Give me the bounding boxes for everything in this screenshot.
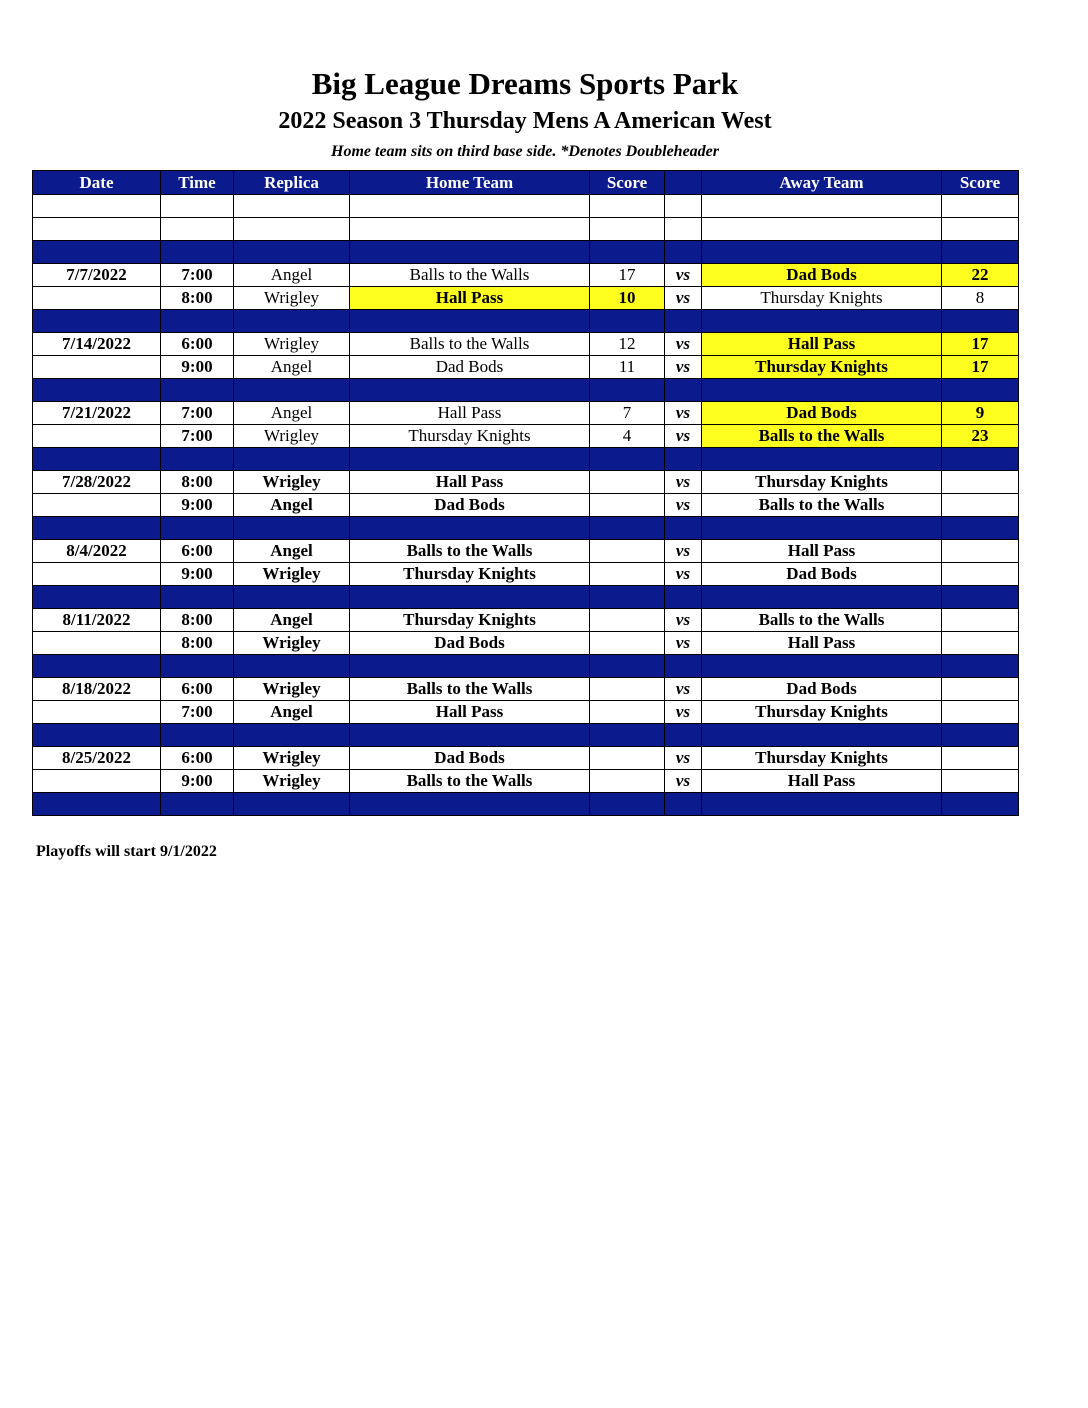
empty-cell [234, 724, 350, 747]
game-row [33, 563, 1019, 586]
empty-cell [665, 655, 702, 678]
away-score [942, 701, 1019, 724]
home-score [590, 770, 665, 793]
empty-cell [590, 586, 665, 609]
empty-cell [665, 241, 702, 264]
game-row [33, 701, 1019, 724]
home-score [590, 701, 665, 724]
home-score [590, 747, 665, 770]
away-team: Balls to the Walls [702, 609, 942, 632]
empty-cell [234, 448, 350, 471]
header-away-score: Score [942, 171, 1019, 195]
game-row [33, 356, 1019, 379]
game-date: 8/18/2022 [33, 678, 161, 701]
game-field: Wrigley [234, 632, 350, 655]
empty-cell [590, 724, 665, 747]
empty-cell [161, 310, 234, 333]
home-score: 4 [590, 425, 665, 448]
empty-cell [590, 218, 665, 241]
empty-cell [350, 724, 590, 747]
empty-cell [942, 724, 1019, 747]
separator-row [33, 793, 1019, 816]
empty-cell [33, 195, 161, 218]
home-score [590, 563, 665, 586]
header-away-team: Away Team [702, 171, 942, 195]
header-vs [665, 171, 702, 195]
away-score: 23 [942, 425, 1019, 448]
header-replica: Replica [234, 171, 350, 195]
page-title: Big League Dreams Sports Park [311, 66, 739, 101]
separator-row [33, 655, 1019, 678]
empty-cell [33, 793, 161, 816]
vs-label: vs [665, 747, 702, 770]
game-date [33, 701, 161, 724]
game-field: Wrigley [234, 770, 350, 793]
game-date: 7/14/2022 [33, 333, 161, 356]
empty-cell [702, 793, 942, 816]
blank-row [33, 218, 1019, 241]
game-time: 7:00 [161, 701, 234, 724]
empty-cell [33, 310, 161, 333]
game-row [33, 540, 1019, 563]
game-time: 7:00 [161, 402, 234, 425]
game-date [33, 356, 161, 379]
game-time: 9:00 [161, 563, 234, 586]
game-field: Angel [234, 540, 350, 563]
empty-cell [942, 655, 1019, 678]
empty-cell [234, 517, 350, 540]
empty-cell [942, 241, 1019, 264]
game-date [33, 770, 161, 793]
vs-label: vs [665, 563, 702, 586]
away-score: 8 [942, 287, 1019, 310]
home-score: 17 [590, 264, 665, 287]
vs-label: vs [665, 402, 702, 425]
empty-cell [942, 517, 1019, 540]
empty-cell [665, 448, 702, 471]
game-row [33, 471, 1019, 494]
empty-cell [702, 448, 942, 471]
empty-cell [702, 724, 942, 747]
away-score [942, 747, 1019, 770]
empty-cell [161, 517, 234, 540]
empty-cell [350, 195, 590, 218]
vs-label: vs [665, 494, 702, 517]
separator-row [33, 586, 1019, 609]
home-score [590, 609, 665, 632]
empty-cell [702, 241, 942, 264]
game-row [33, 402, 1019, 425]
game-row [33, 425, 1019, 448]
game-field: Wrigley [234, 287, 350, 310]
away-team: Hall Pass [702, 632, 942, 655]
game-time: 9:00 [161, 770, 234, 793]
home-team: Hall Pass [350, 701, 590, 724]
playoffs-note: Playoffs will start 9/1/2022 [36, 843, 217, 860]
empty-cell [234, 586, 350, 609]
home-team: Thursday Knights [350, 425, 590, 448]
home-team: Hall Pass [350, 287, 590, 310]
empty-cell [942, 195, 1019, 218]
empty-cell [161, 655, 234, 678]
empty-cell [665, 517, 702, 540]
header-time: Time [161, 171, 234, 195]
vs-label: vs [665, 333, 702, 356]
home-team: Dad Bods [350, 494, 590, 517]
game-field: Wrigley [234, 425, 350, 448]
empty-cell [702, 655, 942, 678]
game-date [33, 563, 161, 586]
game-row [33, 609, 1019, 632]
empty-cell [33, 586, 161, 609]
empty-cell [234, 195, 350, 218]
home-team: Balls to the Walls [350, 333, 590, 356]
empty-cell [702, 379, 942, 402]
empty-cell [350, 793, 590, 816]
separator-row [33, 379, 1019, 402]
empty-cell [665, 379, 702, 402]
away-score: 17 [942, 356, 1019, 379]
empty-cell [942, 218, 1019, 241]
vs-label: vs [665, 287, 702, 310]
empty-cell [234, 310, 350, 333]
game-date [33, 494, 161, 517]
away-score [942, 678, 1019, 701]
header-home-score: Score [590, 171, 665, 195]
empty-cell [942, 448, 1019, 471]
game-row [33, 494, 1019, 517]
home-team: Balls to the Walls [350, 678, 590, 701]
empty-cell [33, 241, 161, 264]
schedule-body [33, 195, 1019, 816]
game-date: 8/4/2022 [33, 540, 161, 563]
game-time: 9:00 [161, 494, 234, 517]
empty-cell [665, 195, 702, 218]
empty-cell [350, 310, 590, 333]
home-score [590, 540, 665, 563]
home-team: Thursday Knights [350, 609, 590, 632]
away-score: 22 [942, 264, 1019, 287]
vs-label: vs [665, 471, 702, 494]
header-date: Date [33, 171, 161, 195]
empty-cell [33, 655, 161, 678]
game-time: 7:00 [161, 264, 234, 287]
game-field: Wrigley [234, 747, 350, 770]
away-score [942, 563, 1019, 586]
empty-cell [942, 793, 1019, 816]
game-time: 6:00 [161, 747, 234, 770]
empty-cell [590, 310, 665, 333]
vs-label: vs [665, 425, 702, 448]
empty-cell [590, 517, 665, 540]
game-date [33, 632, 161, 655]
game-time: 6:00 [161, 678, 234, 701]
game-field: Angel [234, 356, 350, 379]
empty-cell [161, 586, 234, 609]
empty-cell [665, 586, 702, 609]
game-row [33, 287, 1019, 310]
empty-cell [702, 310, 942, 333]
empty-cell [942, 586, 1019, 609]
empty-cell [234, 655, 350, 678]
empty-cell [590, 241, 665, 264]
vs-label: vs [665, 770, 702, 793]
empty-cell [234, 218, 350, 241]
empty-cell [350, 586, 590, 609]
game-field: Angel [234, 701, 350, 724]
separator-row [33, 241, 1019, 264]
home-score: 10 [590, 287, 665, 310]
away-team: Thursday Knights [702, 471, 942, 494]
game-date: 7/21/2022 [33, 402, 161, 425]
empty-cell [702, 218, 942, 241]
separator-row [33, 448, 1019, 471]
vs-label: vs [665, 632, 702, 655]
home-team: Hall Pass [350, 471, 590, 494]
home-score: 12 [590, 333, 665, 356]
empty-cell [702, 517, 942, 540]
away-team: Hall Pass [702, 770, 942, 793]
away-team: Balls to the Walls [702, 494, 942, 517]
vs-label: vs [665, 264, 702, 287]
empty-cell [590, 448, 665, 471]
home-team: Thursday Knights [350, 563, 590, 586]
away-team: Hall Pass [702, 540, 942, 563]
empty-cell [161, 195, 234, 218]
game-row [33, 770, 1019, 793]
away-score [942, 609, 1019, 632]
empty-cell [161, 448, 234, 471]
game-date [33, 287, 161, 310]
blank-row [33, 195, 1019, 218]
home-score: 11 [590, 356, 665, 379]
empty-cell [33, 379, 161, 402]
away-score [942, 770, 1019, 793]
game-field: Angel [234, 402, 350, 425]
game-date: 7/28/2022 [33, 471, 161, 494]
game-field: Angel [234, 264, 350, 287]
empty-cell [350, 448, 590, 471]
away-score [942, 471, 1019, 494]
empty-cell [33, 517, 161, 540]
schedule-note: Home team sits on third base side. *Denotes Doubleheader [331, 143, 719, 160]
game-time: 7:00 [161, 425, 234, 448]
empty-cell [33, 448, 161, 471]
away-team: Dad Bods [702, 264, 942, 287]
empty-cell [590, 195, 665, 218]
empty-cell [942, 379, 1019, 402]
empty-cell [161, 218, 234, 241]
away-team: Balls to the Walls [702, 425, 942, 448]
empty-cell [161, 379, 234, 402]
game-row [33, 678, 1019, 701]
game-time: 8:00 [161, 609, 234, 632]
game-time: 9:00 [161, 356, 234, 379]
home-score [590, 678, 665, 701]
page-subtitle: 2022 Season 3 Thursday Mens A American West [278, 108, 772, 134]
game-row [33, 264, 1019, 287]
home-team: Balls to the Walls [350, 540, 590, 563]
empty-cell [665, 218, 702, 241]
empty-cell [665, 793, 702, 816]
game-row [33, 632, 1019, 655]
schedule-table [32, 170, 1019, 816]
game-field: Angel [234, 609, 350, 632]
away-team: Thursday Knights [702, 356, 942, 379]
empty-cell [161, 793, 234, 816]
game-field: Wrigley [234, 471, 350, 494]
away-team: Thursday Knights [702, 701, 942, 724]
game-time: 6:00 [161, 540, 234, 563]
empty-cell [590, 379, 665, 402]
empty-cell [350, 218, 590, 241]
empty-cell [350, 655, 590, 678]
away-team: Hall Pass [702, 333, 942, 356]
away-score [942, 632, 1019, 655]
empty-cell [234, 793, 350, 816]
home-score [590, 632, 665, 655]
home-team: Dad Bods [350, 356, 590, 379]
away-team: Dad Bods [702, 563, 942, 586]
empty-cell [33, 218, 161, 241]
game-time: 6:00 [161, 333, 234, 356]
game-time: 8:00 [161, 287, 234, 310]
header-home-team: Home Team [350, 171, 590, 195]
home-team: Balls to the Walls [350, 264, 590, 287]
empty-cell [665, 310, 702, 333]
game-time: 8:00 [161, 632, 234, 655]
away-score [942, 540, 1019, 563]
game-field: Wrigley [234, 678, 350, 701]
empty-cell [590, 655, 665, 678]
empty-cell [350, 379, 590, 402]
home-team: Dad Bods [350, 747, 590, 770]
game-row [33, 747, 1019, 770]
empty-cell [665, 724, 702, 747]
home-score [590, 494, 665, 517]
separator-row [33, 517, 1019, 540]
vs-label: vs [665, 356, 702, 379]
away-score: 9 [942, 402, 1019, 425]
home-team: Balls to the Walls [350, 770, 590, 793]
separator-row [33, 724, 1019, 747]
away-team: Thursday Knights [702, 287, 942, 310]
game-row [33, 333, 1019, 356]
vs-label: vs [665, 701, 702, 724]
game-field: Angel [234, 494, 350, 517]
game-time: 8:00 [161, 471, 234, 494]
empty-cell [702, 586, 942, 609]
empty-cell [350, 241, 590, 264]
away-team: Dad Bods [702, 402, 942, 425]
away-score: 17 [942, 333, 1019, 356]
empty-cell [702, 195, 942, 218]
home-score [590, 471, 665, 494]
game-date: 7/7/2022 [33, 264, 161, 287]
game-date [33, 425, 161, 448]
home-score: 7 [590, 402, 665, 425]
empty-cell [942, 310, 1019, 333]
vs-label: vs [665, 540, 702, 563]
empty-cell [234, 379, 350, 402]
empty-cell [33, 724, 161, 747]
game-date: 8/25/2022 [33, 747, 161, 770]
empty-cell [161, 724, 234, 747]
away-team: Thursday Knights [702, 747, 942, 770]
vs-label: vs [665, 609, 702, 632]
away-team: Dad Bods [702, 678, 942, 701]
game-date: 8/11/2022 [33, 609, 161, 632]
header-row [33, 171, 1019, 195]
home-team: Dad Bods [350, 632, 590, 655]
game-field: Wrigley [234, 563, 350, 586]
away-score [942, 494, 1019, 517]
empty-cell [161, 241, 234, 264]
empty-cell [350, 517, 590, 540]
empty-cell [234, 241, 350, 264]
game-field: Wrigley [234, 333, 350, 356]
home-team: Hall Pass [350, 402, 590, 425]
vs-label: vs [665, 678, 702, 701]
separator-row [33, 310, 1019, 333]
empty-cell [590, 793, 665, 816]
